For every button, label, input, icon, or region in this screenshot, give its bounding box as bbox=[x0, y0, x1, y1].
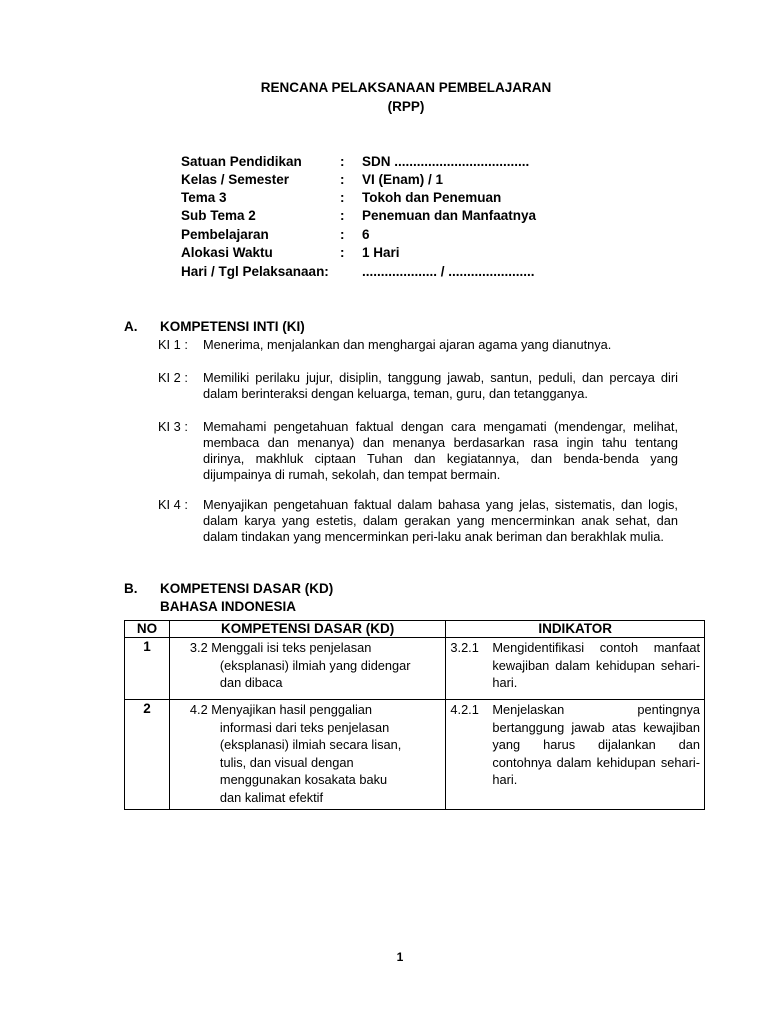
kd-line-text: Menggali isi teks penjelasan bbox=[211, 640, 372, 655]
indikator-text: Mengidentifikasi contoh manfaat kewajiban dalam kehidupan sehari-hari. bbox=[492, 640, 700, 690]
kd-line: tulis, dan visual dengan bbox=[219, 754, 354, 770]
indikator-text: Menjelaskan pentingnya bertanggung jawab atas kewajiban yang harus dijalankan dan contohnya dalam kehidupan sehari-hari. bbox=[492, 702, 700, 787]
info-label: Tema 3 bbox=[181, 190, 227, 205]
kd-line: dan dibaca bbox=[219, 675, 283, 690]
info-colon: : bbox=[340, 208, 345, 223]
ki-code: KI 4 : bbox=[158, 497, 188, 512]
kd-cell bbox=[169, 700, 445, 810]
page-number: 1 bbox=[396, 950, 404, 964]
section-b-letter: B. bbox=[124, 581, 138, 596]
info-colon: : bbox=[340, 154, 345, 169]
section-b-title: KOMPETENSI DASAR (KD) bbox=[160, 581, 334, 596]
info-value: 6 bbox=[362, 227, 370, 242]
info-label: Satuan Pendidikan bbox=[181, 154, 302, 169]
row-number: 1 bbox=[125, 638, 170, 700]
kd-line bbox=[189, 639, 441, 657]
ki-text: Memiliki perilaku jujur, disiplin, tanggung jawab, santun, peduli, dan percaya diri dalam berinteraksi dengan keluarga, teman, guru, dan tetangganya. bbox=[203, 370, 678, 401]
info-colon: : bbox=[340, 190, 345, 205]
info-colon: : bbox=[340, 227, 345, 242]
kd-line: (eksplanasi) ilmiah yang didengar bbox=[219, 657, 411, 673]
info-value: Penemuan dan Manfaatnya bbox=[362, 208, 537, 223]
info-label: Kelas / Semester bbox=[181, 172, 290, 187]
info-colon: : bbox=[340, 245, 345, 260]
kd-code: 4.2 bbox=[189, 702, 208, 717]
info-label: Pembelajaran bbox=[181, 227, 269, 242]
column-header-kd: KOMPETENSI DASAR (KD) bbox=[169, 621, 445, 638]
kd-table bbox=[124, 620, 705, 810]
subject-title: BAHASA INDONESIA bbox=[160, 599, 297, 614]
document-subtitle: (RPP) bbox=[387, 99, 425, 114]
indikator-code: 3.2.1 bbox=[450, 640, 479, 655]
kd-line: dan kalimat efektif bbox=[219, 789, 324, 805]
indikator-code: 4.2.1 bbox=[450, 702, 479, 717]
info-label: Alokasi Waktu bbox=[181, 245, 273, 260]
info-value: 1 Hari bbox=[362, 245, 400, 260]
kd-line: (eksplanasi) ilmiah secara lisan, bbox=[219, 737, 402, 752]
info-label: Sub Tema 2 bbox=[181, 208, 256, 223]
table-header-row bbox=[125, 621, 705, 638]
info-value: SDN .................................... bbox=[362, 154, 530, 169]
indikator-cell bbox=[446, 700, 705, 810]
document-title: RENCANA PELAKSANAAN PEMBELAJARAN bbox=[260, 80, 552, 95]
ki-code: KI 3 : bbox=[158, 419, 188, 434]
info-value: VI (Enam) / 1 bbox=[362, 172, 444, 187]
info-label: Hari / Tgl Pelaksanaan: bbox=[181, 264, 329, 279]
kd-line-text: Menyajikan hasil penggalian bbox=[211, 702, 373, 717]
table-row bbox=[125, 700, 705, 810]
ki-text: Menerima, menjalankan dan menghargai ajaran agama yang dianutnya. bbox=[203, 337, 612, 352]
info-colon: : bbox=[340, 172, 345, 187]
ki-code: KI 1 : bbox=[158, 337, 188, 352]
section-a-title: KOMPETENSI INTI (KI) bbox=[160, 319, 305, 334]
info-value: .................... / ....................... bbox=[362, 264, 535, 279]
kd-line: menggunakan kosakata baku bbox=[219, 772, 388, 787]
row-number: 2 bbox=[125, 700, 170, 810]
indikator-cell bbox=[446, 638, 705, 700]
column-header-no: NO bbox=[125, 621, 170, 638]
column-header-indikator: INDIKATOR bbox=[446, 621, 705, 638]
ki-text: Menyajikan pengetahuan faktual dalam bahasa yang jelas, sistematis, dan logis, dalam karya yang estetis, dalam gerakan yang mencerminkan anak sehat, dan dalam tindakan yang mencerminkan peri-laku anak beriman dan berakhlak mulia. bbox=[203, 497, 678, 544]
ki-text: Memahami pengetahuan faktual dengan cara mengamati (mendengar, melihat, membaca dan menanya) dan menanya berdasarkan rasa ingin tahu tentang dirinya, makhluk ciptaan Tuhan dan kegiatannya, dan benda-benda yang dijumpainya di rumah, sekolah, dan tempat bermain. bbox=[203, 419, 678, 482]
kd-line: informasi dari teks penjelasan bbox=[219, 719, 390, 735]
kd-cell bbox=[169, 638, 445, 700]
kd-code: 3.2 bbox=[189, 640, 208, 655]
info-value: Tokoh dan Penemuan bbox=[362, 190, 502, 205]
kd-line bbox=[189, 701, 441, 719]
section-a-letter: A. bbox=[124, 319, 138, 334]
ki-code: KI 2 : bbox=[158, 370, 188, 385]
table-row bbox=[125, 638, 705, 700]
